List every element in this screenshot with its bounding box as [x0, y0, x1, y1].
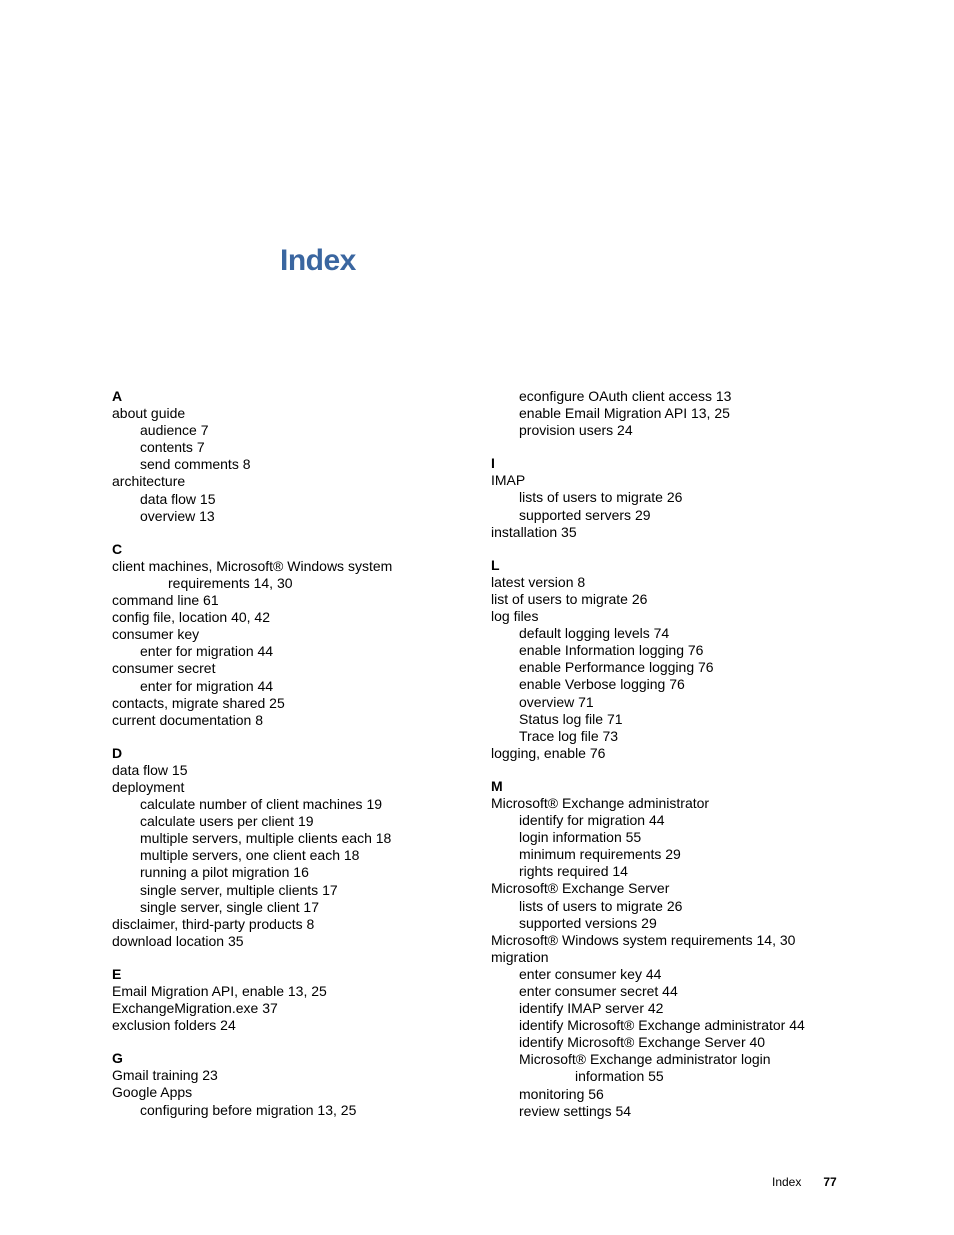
footer-label: Index — [772, 1175, 802, 1189]
index-entry: calculate number of client machines 19 — [140, 796, 383, 813]
index-entry: identify Microsoft® Exchange Server 40 — [519, 1034, 766, 1051]
index-entry: send comments 8 — [140, 456, 251, 473]
index-section — [112, 388, 532, 525]
section-letter: G — [112, 1050, 123, 1067]
index-entry: exclusion folders 24 — [112, 1017, 236, 1034]
index-entry: minimum requirements 29 — [519, 846, 681, 863]
index-entry: review settings 54 — [519, 1102, 632, 1119]
section-letter: C — [112, 540, 123, 557]
index-entry: identify IMAP server 42 — [519, 1000, 664, 1017]
index-entry: audience 7 — [140, 422, 209, 439]
index-entry: data flow 15 — [140, 490, 216, 507]
index-entry: consumer key — [112, 626, 200, 643]
index-entry: Gmail training 23 — [112, 1067, 218, 1084]
index-column-right — [491, 388, 931, 1136]
index-entry: identify for migration 44 — [519, 812, 665, 829]
index-entry: deployment — [112, 778, 185, 795]
index-entry: current documentation 8 — [112, 711, 263, 728]
index-entry: latest version 8 — [491, 573, 586, 590]
section-letter: A — [112, 388, 123, 404]
index-entry: enter for migration 44 — [140, 677, 274, 694]
index-entry: disclaimer, third-party products 8 — [112, 915, 315, 932]
index-entry: supported versions 29 — [519, 914, 657, 931]
index-entry: lists of users to migrate 26 — [519, 489, 683, 506]
section-letter: E — [112, 965, 122, 982]
index-entry: configuring before migration 13, 25 — [140, 1101, 357, 1118]
index-section — [491, 388, 931, 439]
index-section — [491, 455, 931, 540]
index-entry: contacts, migrate shared 25 — [112, 694, 285, 711]
page-title: Index — [280, 244, 356, 277]
index-entry: enable Email Migration API 13, 25 — [519, 405, 730, 422]
index-entry: Microsoft® Windows system requirements 14, 30 — [491, 931, 796, 948]
index-entry: config file, location 40, 42 — [112, 609, 270, 626]
index-entry: enable Performance logging 76 — [519, 659, 714, 676]
index-entry: Microsoft® Exchange administrator login — [519, 1051, 771, 1068]
index-entry: IMAP — [491, 472, 526, 489]
index-entry: enter for migration 44 — [140, 643, 274, 660]
index-entry: command line 61 — [112, 592, 219, 609]
index-entry: default logging levels 74 — [519, 625, 670, 642]
index-column-left — [112, 388, 532, 1135]
index-entry: consumer secret — [112, 660, 216, 677]
index-entry: multiple servers, multiple clients each 18 — [140, 830, 392, 847]
index-entry: overview 13 — [140, 507, 215, 524]
index-entry: calculate users per client 19 — [140, 813, 314, 830]
page-number: 77 — [823, 1175, 837, 1189]
index-entry: information 55 — [575, 1068, 664, 1085]
index-entry: Microsoft® Exchange administrator — [491, 794, 710, 811]
index-entry: login information 55 — [519, 829, 642, 846]
index-entry: Trace log file 73 — [519, 727, 619, 744]
index-entry: lists of users to migrate 26 — [519, 897, 683, 914]
section-letter: M — [491, 777, 503, 794]
section-letter: L — [491, 556, 500, 573]
index-entry: logging, enable 76 — [491, 744, 606, 761]
index-entry: installation 35 — [491, 523, 577, 540]
index-section — [112, 1050, 532, 1118]
index-entry: overview 71 — [519, 693, 594, 710]
index-entry: Email Migration API, enable 13, 25 — [112, 983, 327, 999]
index-entry: single server, single client 17 — [140, 898, 319, 915]
index-section — [112, 541, 532, 729]
section-letter: I — [491, 455, 495, 472]
index-entry: architecture — [112, 473, 186, 490]
index-entry: download location 35 — [112, 932, 244, 949]
index-entry: monitoring 56 — [519, 1085, 604, 1102]
index-entry: Microsoft® Exchange Server — [491, 880, 670, 897]
index-entry: multiple servers, one client each 18 — [140, 847, 360, 864]
index-entry: econfigure OAuth client access 13 — [519, 388, 732, 404]
index-entry: enable Verbose logging 76 — [519, 676, 685, 693]
index-entry: provision users 24 — [519, 422, 633, 439]
index-entry: Google Apps — [112, 1084, 193, 1101]
index-entry: single server, multiple clients 17 — [140, 881, 338, 898]
index-entry: rights required 14 — [519, 863, 628, 880]
page-footer — [772, 1175, 837, 1189]
index-entry: data flow 15 — [112, 761, 188, 778]
index-entry: log files — [491, 608, 539, 625]
index-entry: Status log file 71 — [519, 710, 623, 727]
section-letter: D — [112, 744, 123, 761]
index-entry: identify Microsoft® Exchange administrator 44 — [519, 1017, 805, 1034]
index-entry: ExchangeMigration.exe 37 — [112, 1000, 278, 1017]
index-entry: enable Information logging 76 — [519, 642, 704, 659]
index-entry: requirements 14, 30 — [168, 574, 293, 591]
index-entry: enter consumer key 44 — [519, 965, 662, 982]
index-entry: migration — [491, 948, 549, 965]
index-entry: enter consumer secret 44 — [519, 983, 678, 999]
index-section — [491, 778, 931, 1120]
index-section — [112, 966, 532, 1034]
index-section — [491, 557, 931, 762]
index-entry: list of users to migrate 26 — [491, 590, 648, 607]
index-entry: client machines, Microsoft® Windows system — [112, 557, 393, 574]
index-entry: supported servers 29 — [519, 506, 651, 523]
index-entry: about guide — [112, 405, 186, 422]
index-entry: running a pilot migration 16 — [140, 864, 309, 881]
index-section — [112, 745, 532, 950]
index-entry: contents 7 — [140, 439, 205, 456]
